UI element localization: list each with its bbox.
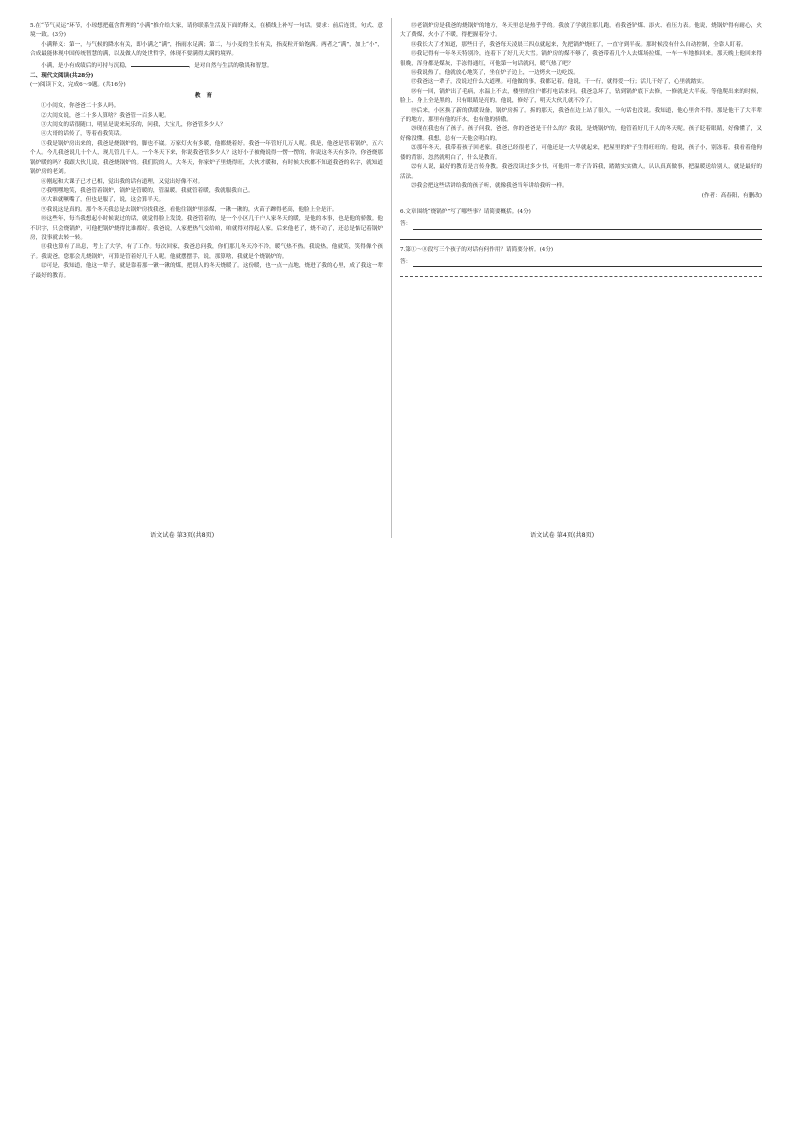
question-6-answer[interactable] (400, 220, 762, 229)
passage-paragraph: ③大闺女的话很随口，明显是说来玩乐的，问我，大宝儿，你爸管多少人？ (41, 122, 226, 129)
page-divider (391, 18, 392, 538)
passage-paragraph: ②大闺女说，爸二十多人算啥？我爸管一百多人呢。 (41, 112, 170, 119)
section-2-title: 二、现代文阅读(共28分) (30, 73, 94, 80)
subsection-1-title: (一)阅读下文，完成6～9题。(共16分) (30, 82, 126, 89)
passage-paragraph: ⑪我也算有了出息，考上了大学，有了工作。每次回家，我爸总问我，你们那儿冬天冷不冷，暖气热不热。我说热，他就笑，笑得像个孩子。我说爸，您那会儿烧锅炉，可算是管着好几千人呢。他就摆摆手，说，那算啥，我就是个烧锅炉的。 (30, 244, 383, 260)
passage-paragraph: ⑧大谁就噘嘴了，但也是服了，说，这会算半天。 (41, 197, 165, 204)
passage-paragraph: ⑳现在我也有了孩子。孩子问我，爸爸，你的爸爸是干什么的？我说，是烧锅炉的，他管着好几千人的冬天呢。孩子眨着眼睛，好像懂了，又好像没懂。我想，总有一天他会明白的。 (400, 126, 762, 142)
passage-paragraph: ㉒有人说，最好的教育是言传身教。我爸没读过多少书，可他用一辈子告诉我，踏踏实实做人，认认真真做事，把温暖送给别人，就是最好的活法。 (400, 164, 762, 180)
passage-paragraph: ⑨我说这是真的。那个冬天我总是去锅炉房找我爸，看他往锅炉里添煤，一锹一锹的，火苗子蹿得老高，他脸上全是汗。 (41, 206, 338, 213)
passage-paragraph: ⑭我长大了才知道，那些日子，我爸每天凌晨三四点就起来，先把锅炉烧旺了，一直守到半夜。那时候没有什么自动控制，全靠人盯着。 (411, 41, 747, 48)
passage-paragraph: ⑩这些年，每当我想起小时候说过的话，就觉得脸上发烫。我爸管着的，是一个小区几千户人家冬天的暖，是他的本事，也是他的骄傲。他不识字，只会烧锅炉，可他把锅炉烧得比谁都好。我爸说，人家把热气交给咱，咱就得对得起人家。后来他老了，烧不动了，还总是惦记着锅炉房，没事就去转一转。 (30, 216, 383, 241)
answer-line[interactable] (413, 222, 762, 230)
exam-page-3 (30, 22, 383, 542)
exam-page-4 (400, 22, 762, 542)
question-6: 6.文章围绕“烧锅炉”写了哪些事？请简要概括。(4分) (400, 208, 531, 215)
passage-paragraph: ⑮我记得有一年冬天特别冷，连着下了好几天大雪。锅炉房的煤不够了，我爸带着几个人去煤场拉煤，一车一车地推回来。那天晚上他回来得很晚，浑身都是煤灰，手冻得通红，可他第一句话就问，暖气热了吧？ (400, 51, 762, 67)
passage-byline: (作者：高春阳，有删改) (701, 193, 762, 200)
page-footer-right: 语文试卷 第4页(共8页) (530, 532, 595, 539)
passage-paragraph: ㉓我会把这些话讲给我的孩子听，就像我爸当年讲给我听一样。 (411, 182, 568, 189)
passage-paragraph: ⑬老锅炉房是我爸的烧锅炉的地方，冬天里总是热乎乎的。我放了学就往那儿跑，看我爸铲煤、添火、看压力表。他说，烧锅炉得有耐心，火大了费煤，火小了不暖，得把握着分寸。 (400, 23, 762, 39)
answer-line[interactable] (400, 230, 762, 240)
passage-paragraph: ⑱有一回，锅炉出了毛病，水温上不去，楼里的住户都打电话来问。我爸急坏了，钻到锅炉底下去修，一修就是大半夜。等他爬出来的时候，脸上、身上全是黑的，只有眼睛是亮的。他说，修好了，明天大伙儿就不冷了。 (400, 88, 762, 105)
passage-paragraph: ⑦我嘿嘿地笑，我爸管着锅炉，锅炉是管暖的，管温暖。我就管着暖，我就服我自己。 (41, 187, 254, 194)
passage-paragraph: ⑤我是锅炉房出来的，我爸是烧锅炉的，脚也不崴。万家灯火有多暖，他都烧着好。我爸一年管好几万人呢。我是，他爸是管着锅炉，五六个人。今儿我爸说几十个人，现儿管几千人。一个冬天下来，你说我爸管多少人？这好小子被俺说得一愣一愣的，你说这冬天有多冷，你爸烧那锅炉暖的吗？我跟大伙儿说，我爸烧锅炉的。我们院的人，大冬天，你家炉子里烧得旺，大伙才暖和，有时候大伙都不知道我爸的名字，就知道锅炉房的老刘。 (30, 140, 383, 176)
passage-title: 教育 (194, 92, 219, 99)
passage-paragraphs-right (400, 22, 762, 191)
passage-paragraph: ⑥刚起和大课子已才已相，觉出我的话有道理，又觉出好像不对。 (41, 178, 204, 185)
question-7: 7.第①～⑧段写三个孩子的对话有何作用？请简要分析。(4分) (400, 246, 554, 253)
fill-blank[interactable] (131, 60, 189, 67)
passage-paragraph: ㉑那年冬天，我带着孩子回老家。我爸已经很老了，可他还是一大早就起来，把屋里的炉子生得旺旺的。他说，孩子小，别冻着。我看着他佝偻的背影，忽然就明白了，什么是教育。 (400, 145, 762, 161)
passage-paragraph: ⑰我爸这一辈子，没说过什么大道理。可他做的事，我都记着。他说，干一行，就得爱一行；活儿干好了，心里就踏实。 (411, 79, 708, 86)
fill-before-text: 小满，是小有成绩后的可持与沉稳， (41, 62, 131, 69)
passage-paragraph: ⑯我说热了，他就放心地笑了，坐在炉子边上，一边烤火一边吃饭。 (411, 70, 579, 77)
question-5-explanation: 小满释义：第一，与气候的降水有关，即小满之“满”，指雨水足满；第二，与小麦的生长有关，指麦粒开始饱满。两者之“满”，加上“小”，合成最能体现中国传统智慧的满，以及做人的处世哲学，体现不要满得太满的境界。 (30, 41, 383, 58)
page-footer-left: 语文试卷 第3页(共8页) (150, 532, 215, 539)
fill-after-text: ，是对自然与生活的敬畏和智慧。 (188, 62, 273, 69)
passage-paragraph: ①小闺女，你爸爸二十多人吗。 (41, 103, 120, 110)
answer-label: 答： (400, 258, 412, 265)
passage-paragraph: ④大哥的话传了，等着看我笑话。 (41, 131, 125, 138)
question-7-answer[interactable] (400, 258, 762, 267)
passage-paragraph: ⑫可是，我知道，他这一辈子，就是靠着那一锹一锹的煤，把别人的冬天烧暖了。这份暖，也一点一点地，烧进了我的心里，成了我这一辈子最好的教育。 (30, 263, 383, 279)
answer-line[interactable] (400, 267, 762, 277)
answer-line[interactable] (413, 259, 762, 267)
passage-paragraphs-left (30, 102, 383, 281)
answer-label: 答： (400, 221, 412, 228)
passage-paragraph: ⑲后来，小区换了新的供暖设备，锅炉房拆了。拆的那天，我爸在边上站了很久，一句话也没说。我知道，他心里舍不得。那是他干了大半辈子的地方，那里有他的汗水，也有他的骄傲。 (400, 107, 762, 124)
question-5-stem: 5.在“节气灵运”环节，小琼想把蕴含哲理的“小满”推介给大家，请你联系生活及下面的释义，在横线上补写一句话。要求：前后连贯，句式、意境一致。(3分) (30, 23, 383, 39)
question-5-fill (30, 60, 383, 71)
